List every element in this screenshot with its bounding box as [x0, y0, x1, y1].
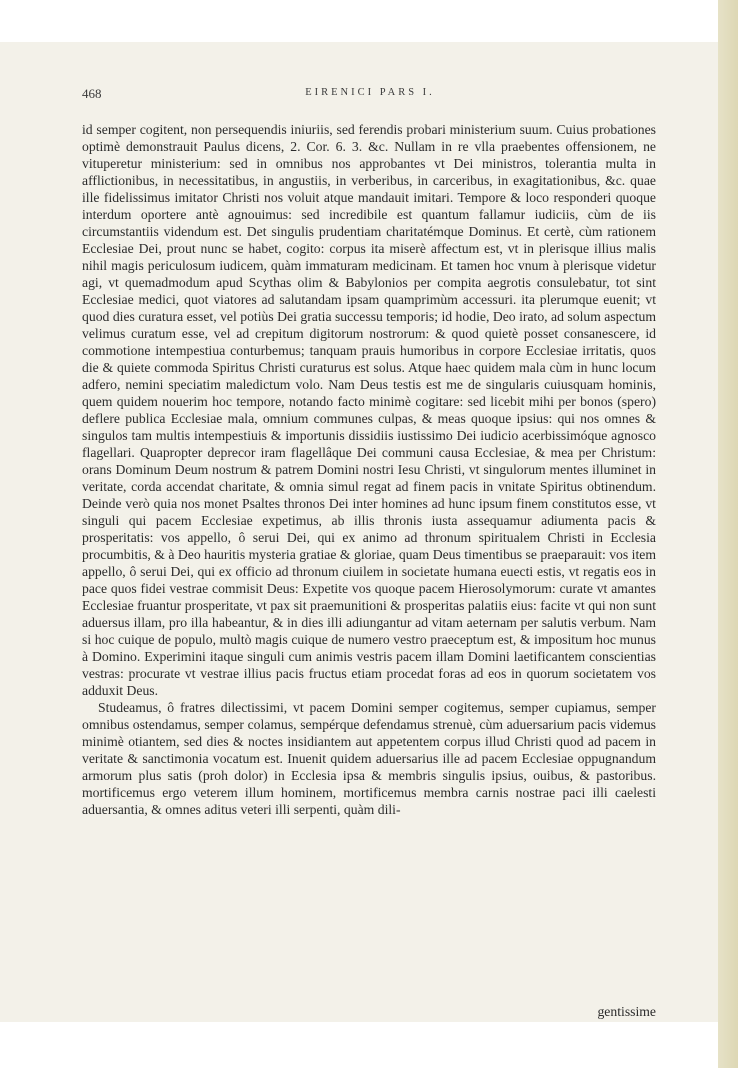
page-edge: [718, 0, 738, 1068]
page-header: [82, 86, 658, 104]
paragraph-1: id semper cogitent, non persequendis iniuriis, sed ferendis probari ministerium suum. Cuius probationes optimè demonstrauit Paulus dicens, 2. Cor. 6. 3. &c. Nullam in re vlla praebentes offensionem, ne vituperetur ministerium: sed in omnibus nos approbantes vt Dei ministros, tolerantia multa in afflictionibus, in necessitatibus, in angustiis, in verberibus, in carceribus, in exagitationibus, &c. quae ille fidelissimus imitator Christi nos voluit atque mandauit imitari. Tempore & loco responderi quoque interdum oportere antè agnouimus: sed incredibile est quantum fallamur iudiciis, cùm de iis circumstantiis videndum est. Det singulis prudentiam charitatémque Dominus. Et certè, cùm rationem Ecclesiae Dei, prout nunc se habet, cogito: corpus ita miserè affectum est, vt in plerisque illius malis nihil magis periculosum iudicem, quàm immaturam medicinam. Et tamen hoc vnum à plerisque videtur agi, vt quemadmodum apud Scythas olim & Babylonios per compita aegrotis consulebatur, tot sint Ecclesiae medici, quot viatores ad salutandam ipsam quamprimùm accessuri. ita plerumque euenit; vt quod dies curatura esset, vel potiùs Dei gratia successu temporis; id hodie, Deo irato, ad solum aspectum velimus curatum esse, vel ad crepitum digitorum nostrorum: & quod quietè posset consanescere, id commotione intempestiua conturbemus; tanquam prauis humoribus in corpore Ecclesiae irritatis, quos die & quiete commoda Spiritus Christi curaturus est solus. Atque haec quidem mala cùm in hunc locum adfero, nemini speciatim maledictum volo. Nam Deus testis est me de singularis cuiusquam hominis, quem quidem nouerim hoc tempore, notando facto minimè cogitare: sed licebit mihi per bonos (spero) deflere publica Ecclesiae mala, omnium communes culpas, & meas quoque ipsius: qui nos omnes & singulos tam multis intempestiuis & importunis dissidiis iustissimo Dei iudicio acerbissimóque agnosco flagellari. Quapropter deprecor iram flagellâque Dei communi causa Ecclesiae, & mea per Christum: orans Dominum Deum nostrum & patrem Domini nostri Iesu Christi, vt singulorum mentes illuminet in veritate, corda accendat charitate, & omnia simul regat ad finem pacis in vnitate Spiritus obtinendum. Deinde verò quia nos monet Psaltes thronos Dei inter homines ad hunc ipsum finem constitutos esse, vt singuli qui pacem Ecclesiae expetimus, ab illis thronis iusta assequamur adiumenta pacis & prosperitatis: vos appello, ô serui Dei, qui ex animo ad thronum spiritualem Christi in Ecclesia procumbitis, & à Deo hauritis mysteria gratiae & gloriae, quam Deus timentibus se praeparauit: vos item appello, ô serui Dei, qui ex officio ad thronum ciuilem in societate humana euecti estis, vt regatis eos in pace quos fidei vestrae commisit Deus: Expetite vos quoque pacem Hierosolymorum: curate vt amantes Ecclesiae fruantur prosperitate, vt pax sit praemunitioni & prosperitas palatiis eius: facite vt qui non sunt aduersus illam, pro illa habeantur, & in dies illi adiungantur ad vitam aeternam per salutis verbum. Nam si hoc cuique de populo, multò magis cuique de numero vestro praeceptum est, & impositum hoc munus à Domino. Experimini itaque singuli cum animis vestris pacem illam Domini laetificantem conscientias vestras: procurate vt vestrae illius pacis fructus etiam procedat foras ad eos in quorum societatem vos adduxit Deus.: [82, 122, 656, 698]
running-head: EIRENICI PARS I.: [305, 87, 435, 98]
catchword: gentissime: [597, 1004, 656, 1019]
body-text: [82, 121, 656, 818]
paragraph-2: Studeamus, ô fratres dilectissimi, vt pacem Domini semper cogitemus, semper cupiamus, semper omnibus ostendamus, semper colamus, sempérque defendamus strenuè, cùm aduersarium pacis videmus minimè otiantem, sed dies & noctes insidiantem aut appetentem corpus illud Christi quod ad pacem in veritate & sanctimonia vocatum est. Inuenit quidem aduersarius ille ad pacem Ecclesiae oppugnandum armorum plus satis (proh dolor) in Ecclesia ipsa & membris singulis ipsius, ouibus, & pastoribus. mortificemus ergo veterem illum hominem, mortificemus membra carnis nostrae paci illi caelesti aduersantia, & omnes aditus veteri illi serpenti, quàm dili-: [82, 700, 656, 817]
page-number: 468: [82, 86, 102, 101]
book-page: [0, 42, 718, 1022]
